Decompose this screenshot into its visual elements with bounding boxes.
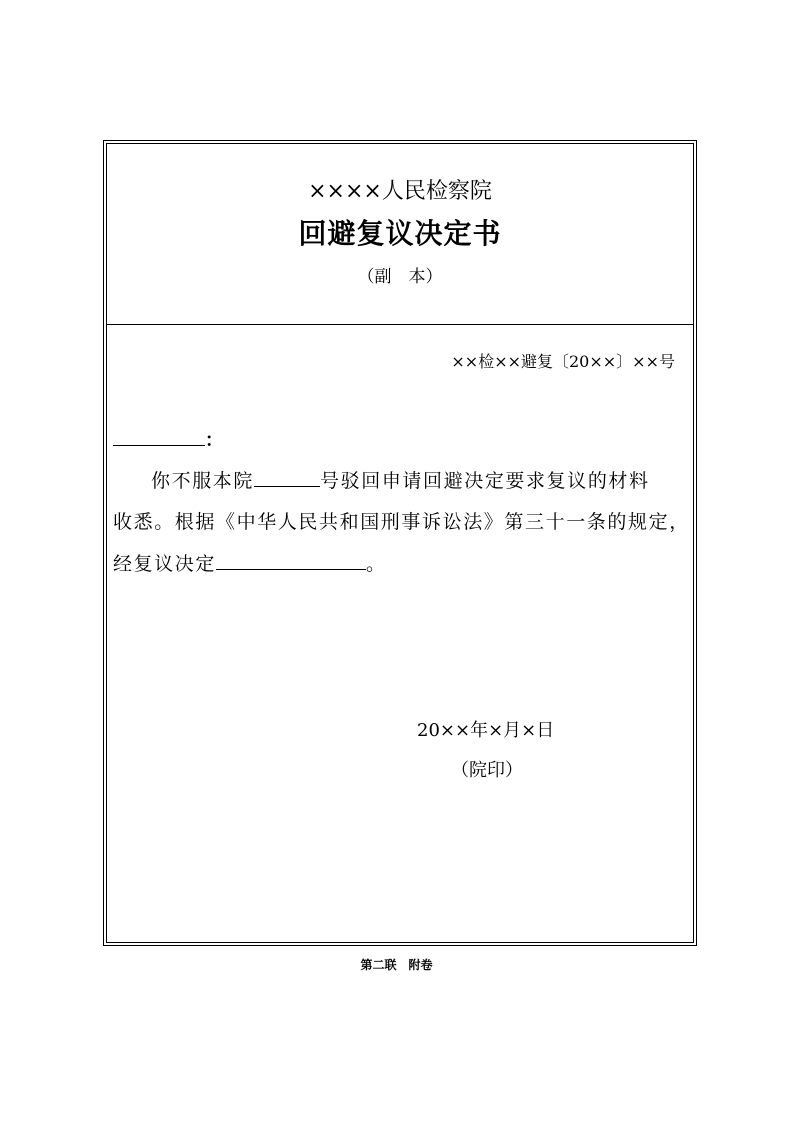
organization-name: ××××人民检察院	[308, 179, 492, 204]
addressee-blank	[113, 427, 205, 446]
document-frame	[103, 140, 697, 946]
document-header	[107, 144, 693, 325]
copy-label: （副 本）	[357, 267, 443, 287]
decision-blank	[216, 551, 366, 570]
body-line-1	[113, 466, 650, 493]
body-line3-suffix: 。	[366, 553, 387, 575]
body-line-3	[113, 549, 387, 576]
body-line-2: 收悉。根据《中华人民共和国刑事诉讼法》第三十一条的规定，	[113, 511, 690, 533]
addressee-line	[113, 426, 223, 452]
body-line1-prefix: 你不服本院	[151, 470, 255, 492]
decision-date: 20××年×月×日	[417, 720, 555, 741]
document-number: ××检××避复〔20××〕××号	[451, 352, 675, 371]
document-title: 回避复议决定书	[298, 217, 502, 250]
footer-copy-label: 第二联 附卷	[360, 958, 433, 972]
seal-label: （院印）	[451, 760, 523, 781]
body-line3-prefix: 经复议决定	[113, 553, 217, 575]
addressee-colon: ：	[205, 430, 223, 451]
body-line1-suffix: 号驳回申请回避决定要求复议的材料	[320, 470, 650, 492]
decision-number-blank	[254, 468, 320, 487]
